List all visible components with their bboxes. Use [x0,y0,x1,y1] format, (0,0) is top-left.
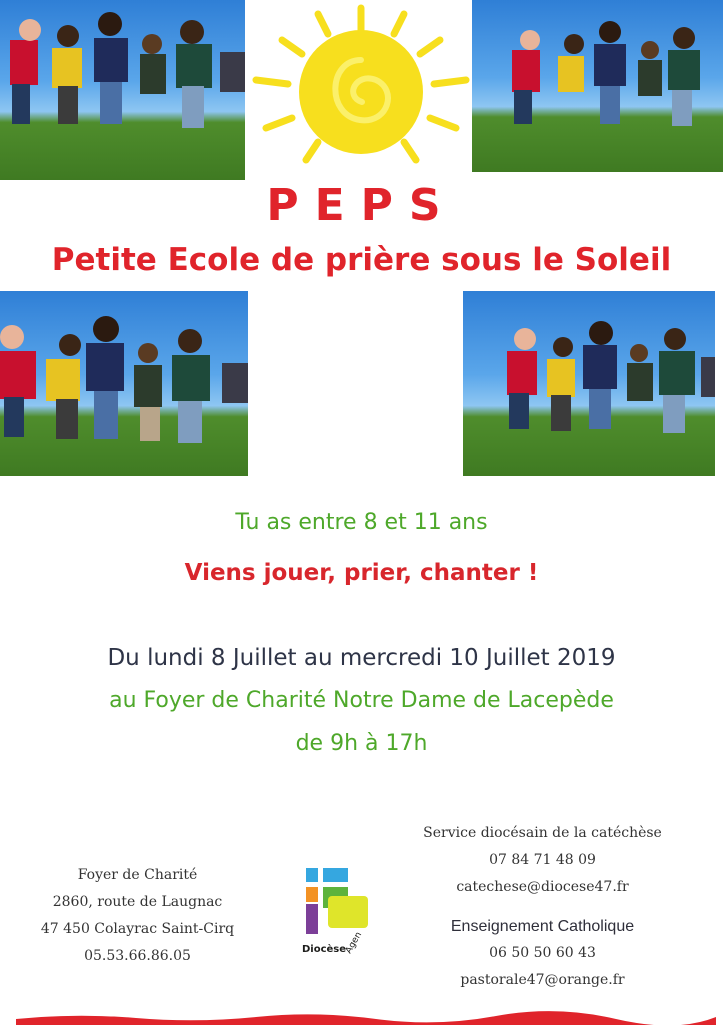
service-phone: 07 84 71 48 09 [489,852,596,868]
sun-illustration [248,0,474,185]
invitation-text: Viens jouer, prier, chanter ! [184,560,539,586]
children-photo-middle-right [463,291,715,476]
event-dates: Du lundi 8 Juillet au mercredi 10 Juillet 2019 [107,645,616,671]
foyer-city: 47 450 Colayrac Saint-Cirq [40,921,235,937]
event-place: au Foyer de Charité Notre Dame de Lacepède [109,688,614,713]
diocese-agen-logo [298,866,378,962]
foyer-street: 2860, route de Laugnac [52,894,223,910]
logo-word-diocese: Diocèse [302,944,347,955]
service-email: catechese@diocese47.fr [456,879,629,895]
red-brush-border [16,1010,716,1024]
ens-email: pastorale47@orange.fr [460,972,625,988]
ens-phone: 06 50 50 60 43 [489,945,596,961]
foyer-name: Foyer de Charité [77,867,198,883]
ens-title: Enseignement Catholique [450,918,635,935]
children-photo-top-right [472,0,723,172]
event-hours: de 9h à 17h [295,731,428,756]
children-photo-middle-left [0,291,248,476]
foyer-phone: 05.53.66.86.05 [84,948,191,964]
age-range-text: Tu as entre 8 et 11 ans [235,510,488,535]
logo-word-agen: Agen [343,930,365,956]
children-photo-top-left [0,0,245,180]
peps-subtitle: Petite Ecole de prière sous le Soleil [51,242,672,278]
peps-title: PEPS [266,180,457,231]
service-contact-block [400,820,685,994]
foyer-contact-block [20,862,255,970]
service-title: Service diocésain de la catéchèse [423,825,662,841]
